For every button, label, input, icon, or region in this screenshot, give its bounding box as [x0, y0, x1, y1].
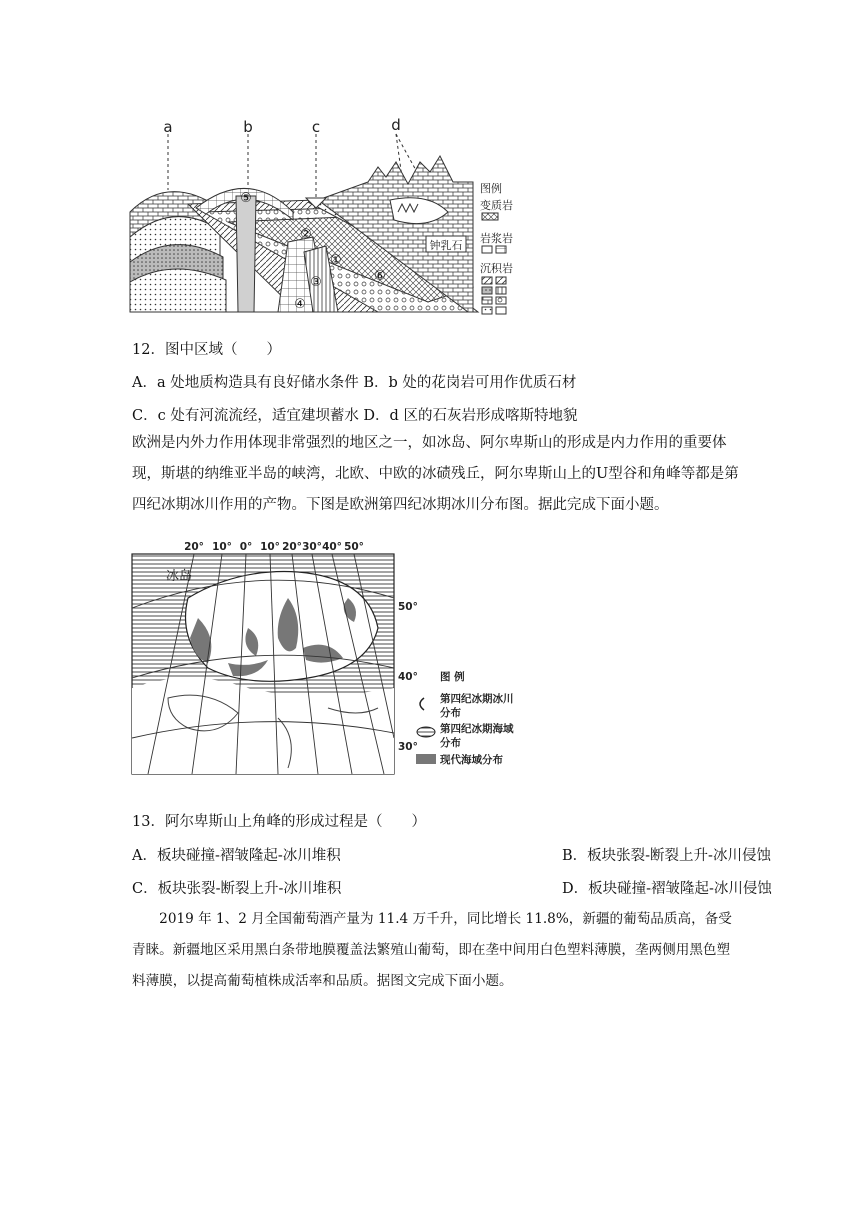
lon-label: 40° [322, 541, 342, 553]
geologic-section-figure [128, 112, 528, 322]
marker-6: ⑥ [374, 269, 386, 284]
europe-passage: 欧洲是内外力作用体现非常强烈的地区之一，如冰岛、阿尔卑斯山的形成是内力作用的重要体现，斯堪的纳维亚半岛的峡湾，北欧、中欧的冰碛残丘，阿尔卑斯山上的U型谷和角峰等都是第四纪冰期冰川作用的产物。下图是欧洲第四纪冰期冰川分布图。据此完成下面小题。 [132, 435, 739, 513]
cave-label: 钟乳石 [429, 239, 463, 252]
q13-option-a: A．板块碰撞-褶皱隆起-冰川堆积 [132, 848, 341, 864]
legend-sedimentary: 沉积岩 [480, 262, 513, 275]
q13-option-row1 [132, 844, 771, 865]
marker-4: ④ [294, 297, 306, 312]
lon-label: 20° [282, 541, 302, 553]
q12-option-ab: A．a 处地质构造具有良好储水条件 B．b 处的花岗岩可用作优质石材 [132, 375, 577, 391]
q13-option-b: B．板块张裂-断裂上升-冰川侵蚀 [562, 848, 771, 864]
lon-label: 10° [212, 541, 232, 553]
iceland-label: 冰岛 [166, 569, 193, 584]
map-legend-title: 图 例 [440, 671, 465, 683]
q13-stem: 13．阿尔卑斯山上角峰的形成过程是（ ） [132, 814, 426, 830]
lon-label: 0° [239, 541, 253, 553]
map-legend-glacier-2: 分布 [440, 707, 461, 719]
legend-title: 图例 [480, 182, 502, 195]
lon-label: 10° [260, 541, 280, 553]
lon-label: 20° [184, 541, 204, 553]
q13-option-c: C．板块张裂-断裂上升-冰川堆积 [132, 881, 342, 897]
label-d: d [391, 116, 401, 134]
marker-3: ③ [310, 275, 322, 290]
map-legend-modern: 现代海域分布 [440, 754, 503, 766]
marker-5: ⑤ [240, 191, 252, 206]
marker-2: ② [300, 227, 312, 242]
lat-label: 30° [398, 741, 418, 753]
lon-label: 50° [344, 541, 364, 553]
map-legend-sea: 第四纪冰期海域 [440, 723, 514, 735]
label-c: c [311, 118, 321, 136]
label-a: a [163, 118, 173, 136]
q13-option-row2 [132, 877, 772, 898]
map-legend-sea-2: 分布 [440, 737, 461, 749]
lon-label: 30° [302, 541, 322, 553]
q12-stem: 12．图中区域（ ） [132, 342, 281, 358]
q12-option-cd: C．c 处有河流流经，适宜建坝蓄水 D．d 区的石灰岩形成喀斯特地貌 [132, 408, 578, 424]
grape-passage: 2019 年 1、2 月全国葡萄酒产量为 11.4 万千升，同比增长 11.8%，新疆的葡萄品质高，备受青睐。新疆地区采用黑白条带地膜覆盖法繁殖山葡萄，即在垄中间用白色塑料薄膜，垄两侧用黑色塑料薄膜，以提高葡萄植株成活率和品质。据图文完成下面小题。 [132, 911, 732, 989]
europe-glacier-map [128, 538, 538, 778]
lat-label: 40° [398, 671, 418, 683]
label-b: b [243, 118, 253, 136]
q13-option-d: D．板块碰撞-褶皱隆起-冰川侵蚀 [562, 881, 772, 897]
lat-label: 50° [398, 601, 418, 613]
marker-1: ① [330, 253, 342, 268]
legend-magmatic: 岩浆岩 [480, 232, 513, 245]
map-legend-glacier: 第四纪冰期冰川 [440, 693, 514, 705]
legend-metamorphic: 变质岩 [480, 199, 513, 212]
